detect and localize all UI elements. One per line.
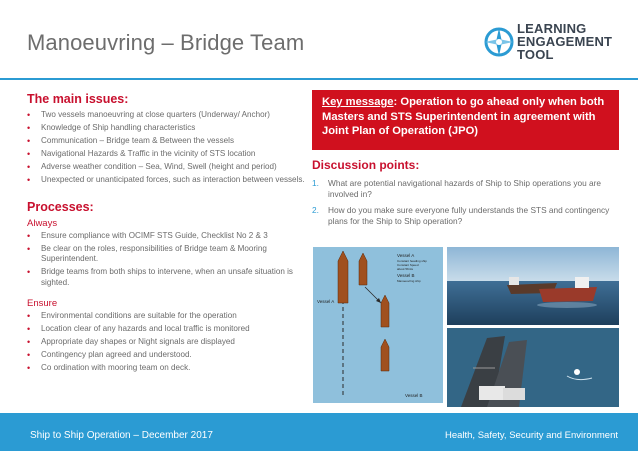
list-item <box>312 178 612 200</box>
list-item: • Unexpected or unanticipated forces, such as interaction between vessels. <box>27 175 312 186</box>
item-number: 2. <box>312 205 319 215</box>
item-text: How do you make sure everyone fully understands the STS and contingency plans for the Ship to Ship operation? <box>328 205 610 226</box>
discussion-heading: Discussion points: <box>312 158 420 172</box>
discussion-section <box>312 158 612 232</box>
logo-text: LEARNING ENGAGEMENT TOOL <box>517 21 613 62</box>
list-item: • Knowledge of Ship handling characteristics <box>27 123 312 134</box>
header <box>0 0 638 82</box>
svg-text:Constant heading ship: Constant heading ship <box>397 259 427 263</box>
main-issues-heading: The main issues: <box>27 92 129 106</box>
footer-right-text: Health, Safety, Security and Environment <box>444 430 618 441</box>
list-item: • Communication – Bridge team & Between the vessels <box>27 136 312 147</box>
manoeuvre-diagram <box>313 247 443 403</box>
ships-at-sea-photo <box>447 247 619 325</box>
list-item: • Contingency plan agreed and understood. <box>27 350 312 361</box>
svg-text:Manoeuvring ship: Manoeuvring ship <box>397 279 421 283</box>
list-item: • Co ordination with mooring team on deck. <box>27 363 312 374</box>
vessel-a-tag: Vessel A <box>317 299 335 304</box>
list-item: • Ensure compliance with OCIMF STS Guide, Checklist No 2 & 3 <box>27 231 312 242</box>
list-item: • Location clear of any hazards and local traffic is monitored <box>27 324 312 335</box>
ensure-list <box>27 311 312 374</box>
page-title: Manoeuvring – Bridge Team <box>27 30 305 55</box>
always-list <box>27 231 312 289</box>
list-item: • Bridge teams from both ships to intervene, when an unsafe situation is sighted. <box>27 267 312 288</box>
vessel-a-label: Vessel A <box>397 253 415 258</box>
main-issues-list <box>27 110 312 186</box>
svg-text:about 5Knts: about 5Knts <box>397 267 414 271</box>
list-item: • Be clear on the roles, responsibilities of Bridge team & Mooring Superintendent. <box>27 244 312 265</box>
logo <box>483 22 623 66</box>
list-item: • Environmental conditions are suitable for the operation <box>27 311 312 322</box>
header-divider <box>0 78 638 80</box>
list-item: • Navigational Hazards & Traffic in the vicinity of STS location <box>27 149 312 160</box>
discussion-list <box>312 178 612 227</box>
always-label: Always <box>27 217 58 229</box>
item-text: What are potential navigational hazards of Ship to Ship operations you are involved in? <box>328 178 602 199</box>
left-column <box>27 92 312 376</box>
list-item: • Adverse weather condition – Sea, Wind, Swell (height and period) <box>27 162 312 173</box>
list-item <box>312 205 612 227</box>
list-item: • Two vessels manoeuvring at close quarters (Underway/ Anchor) <box>27 110 312 121</box>
ensure-label: Ensure <box>27 298 58 310</box>
footer <box>0 413 638 451</box>
key-message-box <box>312 90 619 150</box>
list-item: • Appropriate day shapes or Night signals are displayed <box>27 337 312 348</box>
svg-text:Constant Speed: Constant Speed <box>397 263 419 267</box>
compass-icon <box>483 26 515 58</box>
processes-heading: Processes: <box>27 199 94 214</box>
vessel-a-shape <box>338 251 348 303</box>
footer-left-text: Ship to Ship Operation – December 2017 <box>30 430 213 441</box>
sts-operation-photo <box>447 328 619 407</box>
vessel-b-tag: Vessel B <box>405 393 423 398</box>
key-message-text: : Operation to go ahead only when both Masters and STS Superintendent in agreement with Joint Plan of Operation (JPO) <box>322 96 605 137</box>
vessel-b-label: Vessel B <box>397 273 415 278</box>
manoeuvre-diagram-svg <box>313 247 443 403</box>
key-message-label: Key message <box>322 96 394 108</box>
item-number: 1. <box>312 178 319 188</box>
